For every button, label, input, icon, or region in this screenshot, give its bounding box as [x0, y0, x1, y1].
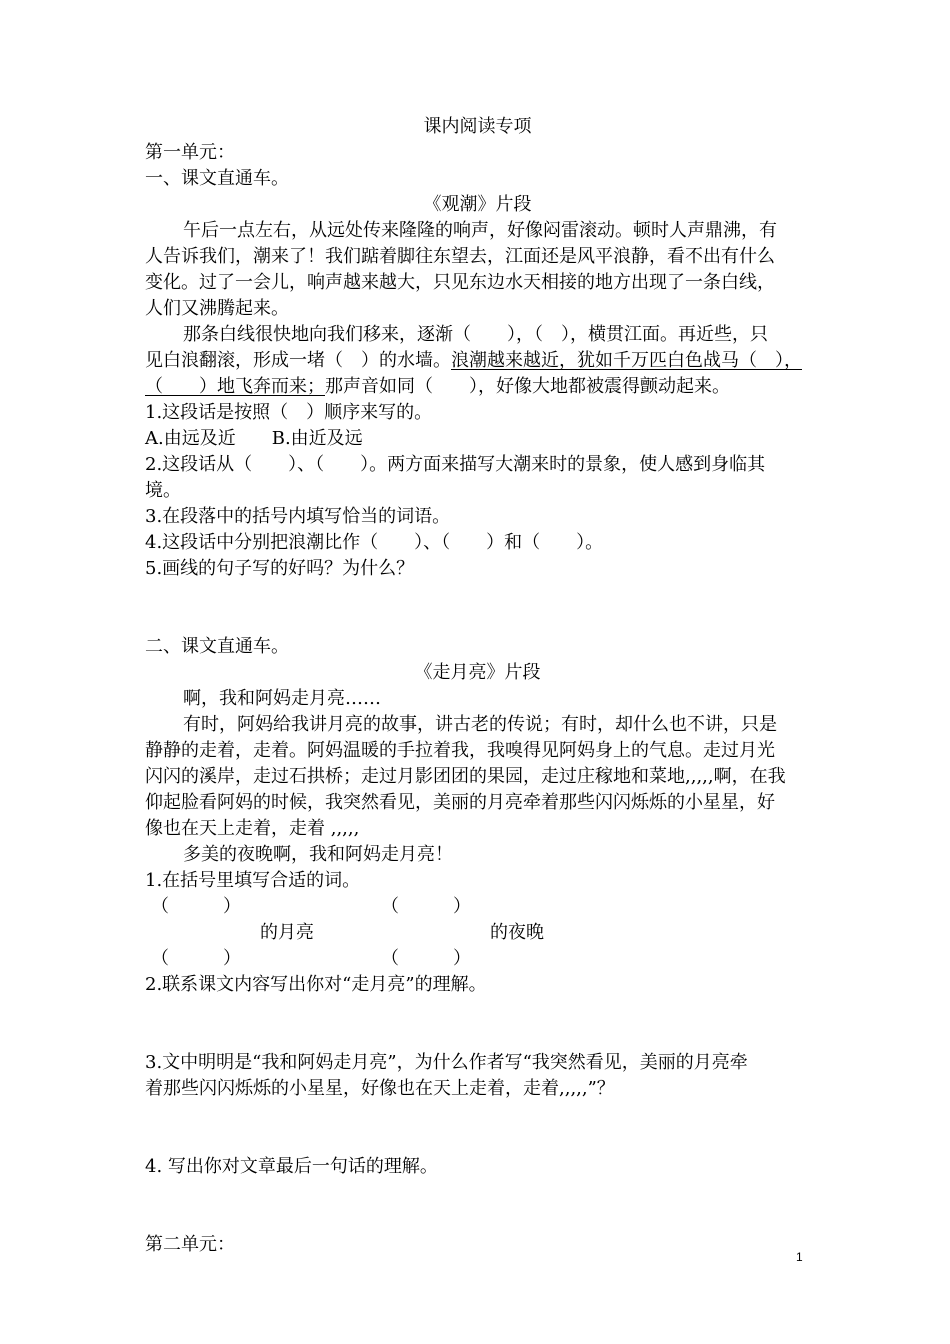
passage-1-title: 《观潮》片段 [423, 194, 532, 215]
passage-1-text: 那条白线很快地向我们移来，逐渐（ ），（ ），横贯江面。再近些，只 [183, 324, 768, 345]
document-title: 课内阅读专项 [423, 116, 532, 137]
passage-1-text: 变化。过了一会儿，响声越来越大，只见东边水天相接的地方出现了一条白线， [145, 272, 775, 293]
question-1-4: 4.这段话中分别把浪潮比作（ ）、（ ）和（ ）。 [145, 532, 604, 553]
night-label: 的夜晚 [490, 922, 544, 943]
passage-2-text: 啊，我和阿妈走月亮…… [183, 688, 381, 709]
page-number: 1 [796, 1250, 803, 1264]
passage-1-text-plain: 见白浪翻滚，形成一堵（ ）的水墙。 [145, 350, 451, 371]
passage-2-title: 《走月亮》片段 [414, 662, 541, 683]
fill-row [145, 894, 810, 920]
blank-parenthesis[interactable]: （ ） [151, 948, 241, 969]
question-1-2: 2.这段话从（ ）、（ ）。两方面来描写大潮来时的景象，使人感到身临其 [145, 454, 766, 475]
section-1-heading: 一、课文直通车。 [145, 168, 289, 189]
passage-1-text [145, 374, 810, 400]
passage-1-text: 人们又沸腾起来。 [145, 298, 289, 319]
question-1-1-options: A.由远及近 B.由近及远 [145, 428, 363, 449]
question-2-2: 2.联系课文内容写出你对“走月亮”的理解。 [145, 974, 487, 995]
underlined-sentence: （ ）地飞奔而来； [145, 376, 325, 397]
passage-2-text: 静静的走着，走着。阿妈温暖的手拉着我，我嗅得见阿妈身上的气息。走过月光 [145, 740, 775, 761]
passage-2-text: 有时，阿妈给我讲月亮的故事，讲古老的传说；有时，却什么也不讲，只是 [183, 714, 777, 735]
passage-2-text: 像也在天上走着，走着 ,,,,, [145, 818, 360, 839]
moon-label: 的月亮 [260, 922, 314, 943]
question-1-5: 5.画线的句子写的好吗？为什么？ [145, 558, 415, 579]
question-1-1: 1.这段话是按照（ ）顺序来写的。 [145, 402, 433, 423]
document-page [145, 110, 810, 1258]
blank-parenthesis[interactable]: （ ） [381, 948, 471, 969]
question-2-3-cont: 着那些闪闪烁烁的小星星，好像也在天上走着，走着,,,,,”？ [145, 1078, 615, 1099]
fill-row [145, 920, 810, 946]
passage-2-text: 闪闪的溪岸，走过石拱桥；走过月影团团的果园，走过庄稼地和菜地,,,,,啊，在我 [145, 766, 786, 787]
question-2-1: 1.在括号里填写合适的词。 [145, 870, 361, 891]
underlined-sentence: 浪潮越来越近，犹如千万匹白色战马（ ）， [451, 350, 802, 371]
passage-2-text: 仰起脸看阿妈的时候，我突然看见，美丽的月亮牵着那些闪闪烁烁的小星星，好 [145, 792, 775, 813]
question-1-3: 3.在段落中的括号内填写恰当的词语。 [145, 506, 451, 527]
unit-2-heading: 第二单元： [145, 1234, 235, 1255]
passage-2-text: 多美的夜晚啊，我和阿妈走月亮！ [183, 844, 453, 865]
section-2-heading: 二、课文直通车。 [145, 636, 289, 657]
blank-parenthesis[interactable]: （ ） [151, 896, 241, 917]
blank-parenthesis[interactable]: （ ） [381, 896, 471, 917]
passage-1-text: 人告诉我们，潮来了！我们踮着脚往东望去，江面还是风平浪静，看不出有什么 [145, 246, 775, 267]
passage-1-text-plain: 那声音如同（ ），好像大地都被震得颤动起来。 [325, 376, 730, 397]
passage-1-text: 午后一点左右，从远处传来隆隆的响声，好像闷雷滚动。顿时人声鼎沸，有 [183, 220, 777, 241]
passage-1-text [145, 348, 810, 374]
question-2-3: 3.文中明明是“我和阿妈走月亮”，为什么作者写“我突然看见，美丽的月亮牵 [145, 1052, 748, 1073]
unit-1-heading: 第一单元： [145, 142, 235, 163]
question-2-4: 4. 写出你对文章最后一句话的理解。 [145, 1156, 438, 1177]
question-1-2-cont: 境。 [145, 480, 181, 501]
fill-row [145, 946, 810, 972]
